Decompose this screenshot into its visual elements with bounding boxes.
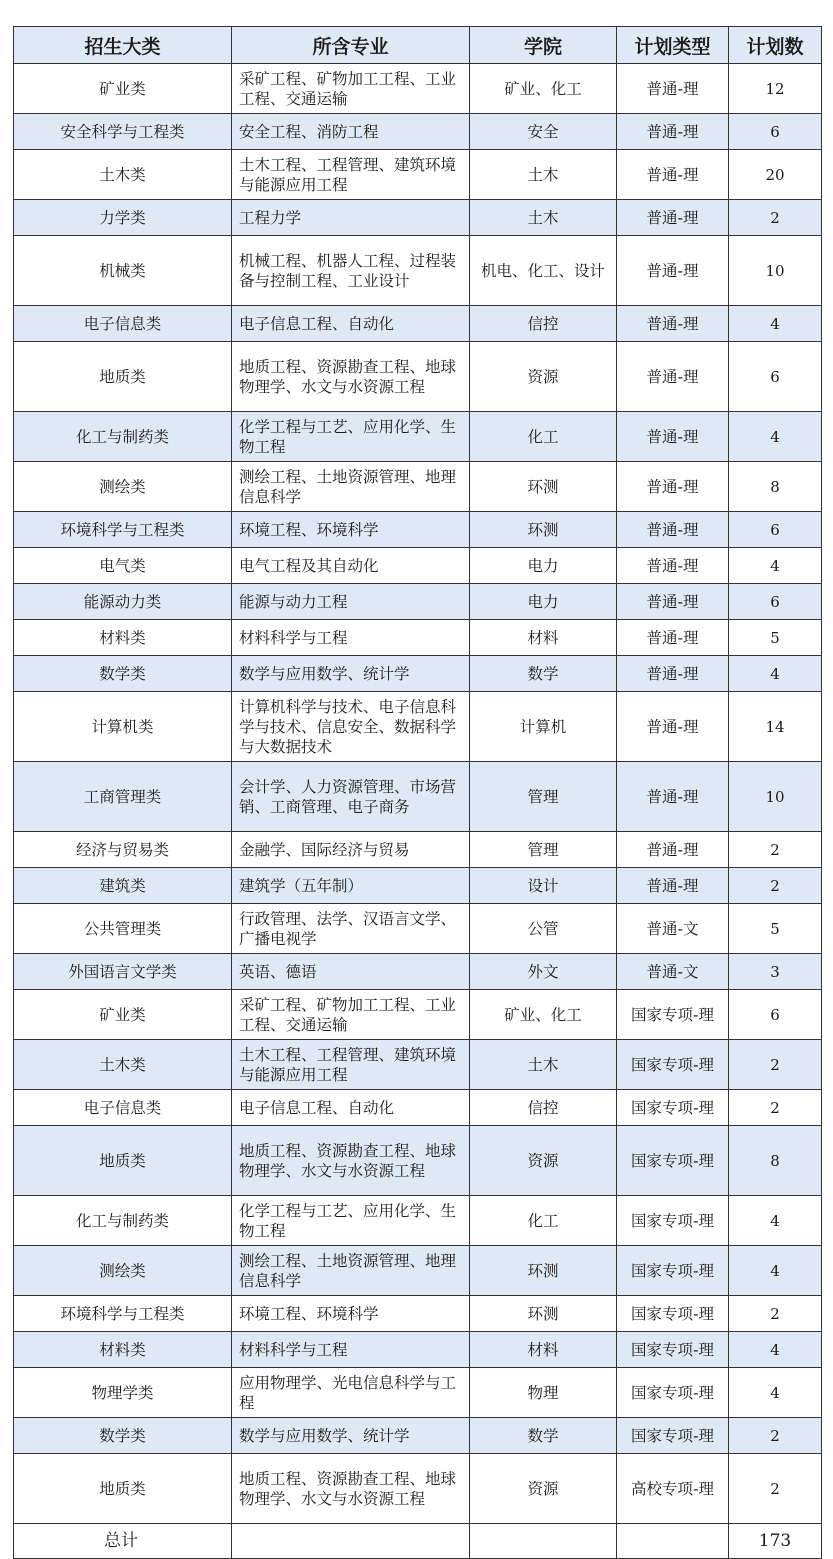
count-cell: 4: [729, 1368, 822, 1418]
college-cell: 环测: [470, 462, 617, 512]
plan-type-cell: 国家专项-理: [617, 1332, 729, 1368]
category-cell: 电子信息类: [14, 306, 232, 342]
category-cell: 材料类: [14, 1332, 232, 1368]
count-cell: 4: [729, 306, 822, 342]
count-cell: 6: [729, 512, 822, 548]
count-cell: 4: [729, 656, 822, 692]
count-cell: 4: [729, 1332, 822, 1368]
plan-type-cell: 普通-理: [617, 692, 729, 762]
majors-cell: 材料科学与工程: [232, 620, 470, 656]
plan-type-cell: 国家专项-理: [617, 1368, 729, 1418]
count-cell: 4: [729, 548, 822, 584]
plan-type-cell: 普通-理: [617, 200, 729, 236]
college-cell: 外文: [470, 954, 617, 990]
enrollment-plan-table-container: [13, 26, 821, 1559]
table-row: [14, 412, 822, 462]
college-cell: 信控: [470, 306, 617, 342]
majors-cell: 测绘工程、土地资源管理、地理信息科学: [232, 462, 470, 512]
college-cell: 物理: [470, 1368, 617, 1418]
count-cell: 20: [729, 150, 822, 200]
majors-cell: 土木工程、工程管理、建筑环境与能源应用工程: [232, 150, 470, 200]
table-row: [14, 306, 822, 342]
category-cell: 矿业类: [14, 990, 232, 1040]
plan-type-cell: 普通-理: [617, 64, 729, 114]
count-cell: 2: [729, 1090, 822, 1126]
plan-type-cell: 国家专项-理: [617, 1196, 729, 1246]
table-row: [14, 462, 822, 512]
majors-cell: 电气工程及其自动化: [232, 548, 470, 584]
total-empty-cell: [470, 1524, 617, 1559]
count-cell: 6: [729, 342, 822, 412]
table-row: [14, 1040, 822, 1090]
table-row: [14, 548, 822, 584]
majors-cell: 地质工程、资源勘查工程、地球物理学、水文与水资源工程: [232, 1454, 470, 1524]
table-row: [14, 868, 822, 904]
header-college: 学院: [470, 27, 617, 64]
count-cell: 5: [729, 620, 822, 656]
plan-type-cell: 普通-理: [617, 512, 729, 548]
college-cell: 机电、化工、设计: [470, 236, 617, 306]
count-cell: 2: [729, 1040, 822, 1090]
plan-type-cell: 普通-理: [617, 656, 729, 692]
college-cell: 土木: [470, 150, 617, 200]
college-cell: 设计: [470, 868, 617, 904]
table-row: [14, 236, 822, 306]
header-plan-type: 计划类型: [617, 27, 729, 64]
majors-cell: 电子信息工程、自动化: [232, 1090, 470, 1126]
table-row: [14, 1296, 822, 1332]
table-row: [14, 150, 822, 200]
plan-type-cell: 普通-理: [617, 832, 729, 868]
plan-type-cell: 普通-理: [617, 342, 729, 412]
plan-type-cell: 普通-理: [617, 548, 729, 584]
majors-cell: 化学工程与工艺、应用化学、生物工程: [232, 1196, 470, 1246]
college-cell: 矿业、化工: [470, 64, 617, 114]
college-cell: 化工: [470, 1196, 617, 1246]
table-row: [14, 584, 822, 620]
plan-type-cell: 普通-文: [617, 954, 729, 990]
category-cell: 物理学类: [14, 1368, 232, 1418]
table-row: [14, 1126, 822, 1196]
category-cell: 力学类: [14, 200, 232, 236]
plan-type-cell: 国家专项-理: [617, 990, 729, 1040]
majors-cell: 应用物理学、光电信息科学与工程: [232, 1368, 470, 1418]
header-count: 计划数: [729, 27, 822, 64]
college-cell: 材料: [470, 620, 617, 656]
category-cell: 测绘类: [14, 1246, 232, 1296]
majors-cell: 数学与应用数学、统计学: [232, 656, 470, 692]
majors-cell: 安全工程、消防工程: [232, 114, 470, 150]
college-cell: 土木: [470, 200, 617, 236]
count-cell: 10: [729, 762, 822, 832]
count-cell: 2: [729, 868, 822, 904]
total-empty-cell: [232, 1524, 470, 1559]
table-row: [14, 990, 822, 1040]
enrollment-plan-table: [13, 26, 822, 1559]
majors-cell: 采矿工程、矿物加工工程、工业工程、交通运输: [232, 990, 470, 1040]
table-row: [14, 1368, 822, 1418]
majors-cell: 会计学、人力资源管理、市场营销、工商管理、电子商务: [232, 762, 470, 832]
plan-type-cell: 普通-理: [617, 306, 729, 342]
category-cell: 建筑类: [14, 868, 232, 904]
majors-cell: 机械工程、机器人工程、过程装备与控制工程、工业设计: [232, 236, 470, 306]
category-cell: 电子信息类: [14, 1090, 232, 1126]
college-cell: 电力: [470, 548, 617, 584]
category-cell: 土木类: [14, 1040, 232, 1090]
college-cell: 计算机: [470, 692, 617, 762]
category-cell: 电气类: [14, 548, 232, 584]
total-count: 173: [729, 1524, 822, 1559]
majors-cell: 地质工程、资源勘查工程、地球物理学、水文与水资源工程: [232, 1126, 470, 1196]
category-cell: 计算机类: [14, 692, 232, 762]
table-row: [14, 512, 822, 548]
count-cell: 2: [729, 1418, 822, 1454]
category-cell: 安全科学与工程类: [14, 114, 232, 150]
category-cell: 化工与制药类: [14, 412, 232, 462]
college-cell: 环测: [470, 1246, 617, 1296]
majors-cell: 材料科学与工程: [232, 1332, 470, 1368]
college-cell: 资源: [470, 342, 617, 412]
count-cell: 5: [729, 904, 822, 954]
category-cell: 材料类: [14, 620, 232, 656]
total-label: 总计: [14, 1524, 232, 1559]
college-cell: 土木: [470, 1040, 617, 1090]
plan-type-cell: 普通-文: [617, 904, 729, 954]
plan-type-cell: 普通-理: [617, 762, 729, 832]
college-cell: 数学: [470, 1418, 617, 1454]
majors-cell: 地质工程、资源勘查工程、地球物理学、水文与水资源工程: [232, 342, 470, 412]
majors-cell: 电子信息工程、自动化: [232, 306, 470, 342]
college-cell: 信控: [470, 1090, 617, 1126]
table-row: [14, 1332, 822, 1368]
header-category: 招生大类: [14, 27, 232, 64]
header-majors: 所含专业: [232, 27, 470, 64]
table-header-row: [14, 27, 822, 64]
majors-cell: 采矿工程、矿物加工工程、工业工程、交通运输: [232, 64, 470, 114]
plan-type-cell: 国家专项-理: [617, 1040, 729, 1090]
table-row: [14, 904, 822, 954]
table-row: [14, 1418, 822, 1454]
table-row: [14, 832, 822, 868]
table-row: [14, 1246, 822, 1296]
college-cell: 资源: [470, 1126, 617, 1196]
college-cell: 数学: [470, 656, 617, 692]
category-cell: 土木类: [14, 150, 232, 200]
count-cell: 2: [729, 832, 822, 868]
table-row: [14, 1196, 822, 1246]
category-cell: 化工与制药类: [14, 1196, 232, 1246]
category-cell: 矿业类: [14, 64, 232, 114]
college-cell: 公管: [470, 904, 617, 954]
count-cell: 4: [729, 412, 822, 462]
table-row: [14, 342, 822, 412]
plan-type-cell: 普通-理: [617, 114, 729, 150]
table-row: [14, 64, 822, 114]
count-cell: 6: [729, 584, 822, 620]
category-cell: 数学类: [14, 1418, 232, 1454]
plan-type-cell: 国家专项-理: [617, 1296, 729, 1332]
college-cell: 资源: [470, 1454, 617, 1524]
table-row: [14, 1454, 822, 1524]
plan-type-cell: 国家专项-理: [617, 1418, 729, 1454]
count-cell: 6: [729, 114, 822, 150]
majors-cell: 行政管理、法学、汉语言文学、广播电视学: [232, 904, 470, 954]
plan-type-cell: 普通-理: [617, 150, 729, 200]
category-cell: 能源动力类: [14, 584, 232, 620]
category-cell: 工商管理类: [14, 762, 232, 832]
college-cell: 管理: [470, 762, 617, 832]
count-cell: 2: [729, 1296, 822, 1332]
count-cell: 2: [729, 1454, 822, 1524]
plan-type-cell: 普通-理: [617, 236, 729, 306]
total-empty-cell: [617, 1524, 729, 1559]
college-cell: 电力: [470, 584, 617, 620]
count-cell: 10: [729, 236, 822, 306]
plan-type-cell: 普通-理: [617, 868, 729, 904]
majors-cell: 测绘工程、土地资源管理、地理信息科学: [232, 1246, 470, 1296]
college-cell: 材料: [470, 1332, 617, 1368]
category-cell: 公共管理类: [14, 904, 232, 954]
count-cell: 4: [729, 1246, 822, 1296]
category-cell: 数学类: [14, 656, 232, 692]
plan-type-cell: 普通-理: [617, 584, 729, 620]
category-cell: 地质类: [14, 342, 232, 412]
college-cell: 环测: [470, 1296, 617, 1332]
count-cell: 12: [729, 64, 822, 114]
count-cell: 2: [729, 200, 822, 236]
table-row: [14, 954, 822, 990]
college-cell: 化工: [470, 412, 617, 462]
count-cell: 4: [729, 1196, 822, 1246]
category-cell: 机械类: [14, 236, 232, 306]
majors-cell: 数学与应用数学、统计学: [232, 1418, 470, 1454]
majors-cell: 环境工程、环境科学: [232, 1296, 470, 1332]
majors-cell: 化学工程与工艺、应用化学、生物工程: [232, 412, 470, 462]
plan-type-cell: 普通-理: [617, 462, 729, 512]
college-cell: 安全: [470, 114, 617, 150]
college-cell: 环测: [470, 512, 617, 548]
majors-cell: 土木工程、工程管理、建筑环境与能源应用工程: [232, 1040, 470, 1090]
plan-type-cell: 普通-理: [617, 412, 729, 462]
count-cell: 8: [729, 1126, 822, 1196]
table-row: [14, 692, 822, 762]
plan-type-cell: 国家专项-理: [617, 1126, 729, 1196]
college-cell: 管理: [470, 832, 617, 868]
majors-cell: 金融学、国际经济与贸易: [232, 832, 470, 868]
category-cell: 测绘类: [14, 462, 232, 512]
college-cell: 矿业、化工: [470, 990, 617, 1040]
total-row: [14, 1524, 822, 1559]
count-cell: 3: [729, 954, 822, 990]
count-cell: 8: [729, 462, 822, 512]
category-cell: 经济与贸易类: [14, 832, 232, 868]
category-cell: 环境科学与工程类: [14, 512, 232, 548]
category-cell: 地质类: [14, 1454, 232, 1524]
category-cell: 外国语言文学类: [14, 954, 232, 990]
majors-cell: 工程力学: [232, 200, 470, 236]
majors-cell: 环境工程、环境科学: [232, 512, 470, 548]
majors-cell: 能源与动力工程: [232, 584, 470, 620]
plan-type-cell: 普通-理: [617, 620, 729, 656]
count-cell: 14: [729, 692, 822, 762]
table-row: [14, 620, 822, 656]
plan-type-cell: 高校专项-理: [617, 1454, 729, 1524]
plan-type-cell: 国家专项-理: [617, 1090, 729, 1126]
category-cell: 地质类: [14, 1126, 232, 1196]
table-row: [14, 1090, 822, 1126]
majors-cell: 建筑学（五年制）: [232, 868, 470, 904]
count-cell: 6: [729, 990, 822, 1040]
category-cell: 环境科学与工程类: [14, 1296, 232, 1332]
table-row: [14, 656, 822, 692]
table-row: [14, 762, 822, 832]
majors-cell: 计算机科学与技术、电子信息科学与技术、信息安全、数据科学与大数据技术: [232, 692, 470, 762]
plan-type-cell: 国家专项-理: [617, 1246, 729, 1296]
table-row: [14, 114, 822, 150]
majors-cell: 英语、德语: [232, 954, 470, 990]
table-row: [14, 200, 822, 236]
